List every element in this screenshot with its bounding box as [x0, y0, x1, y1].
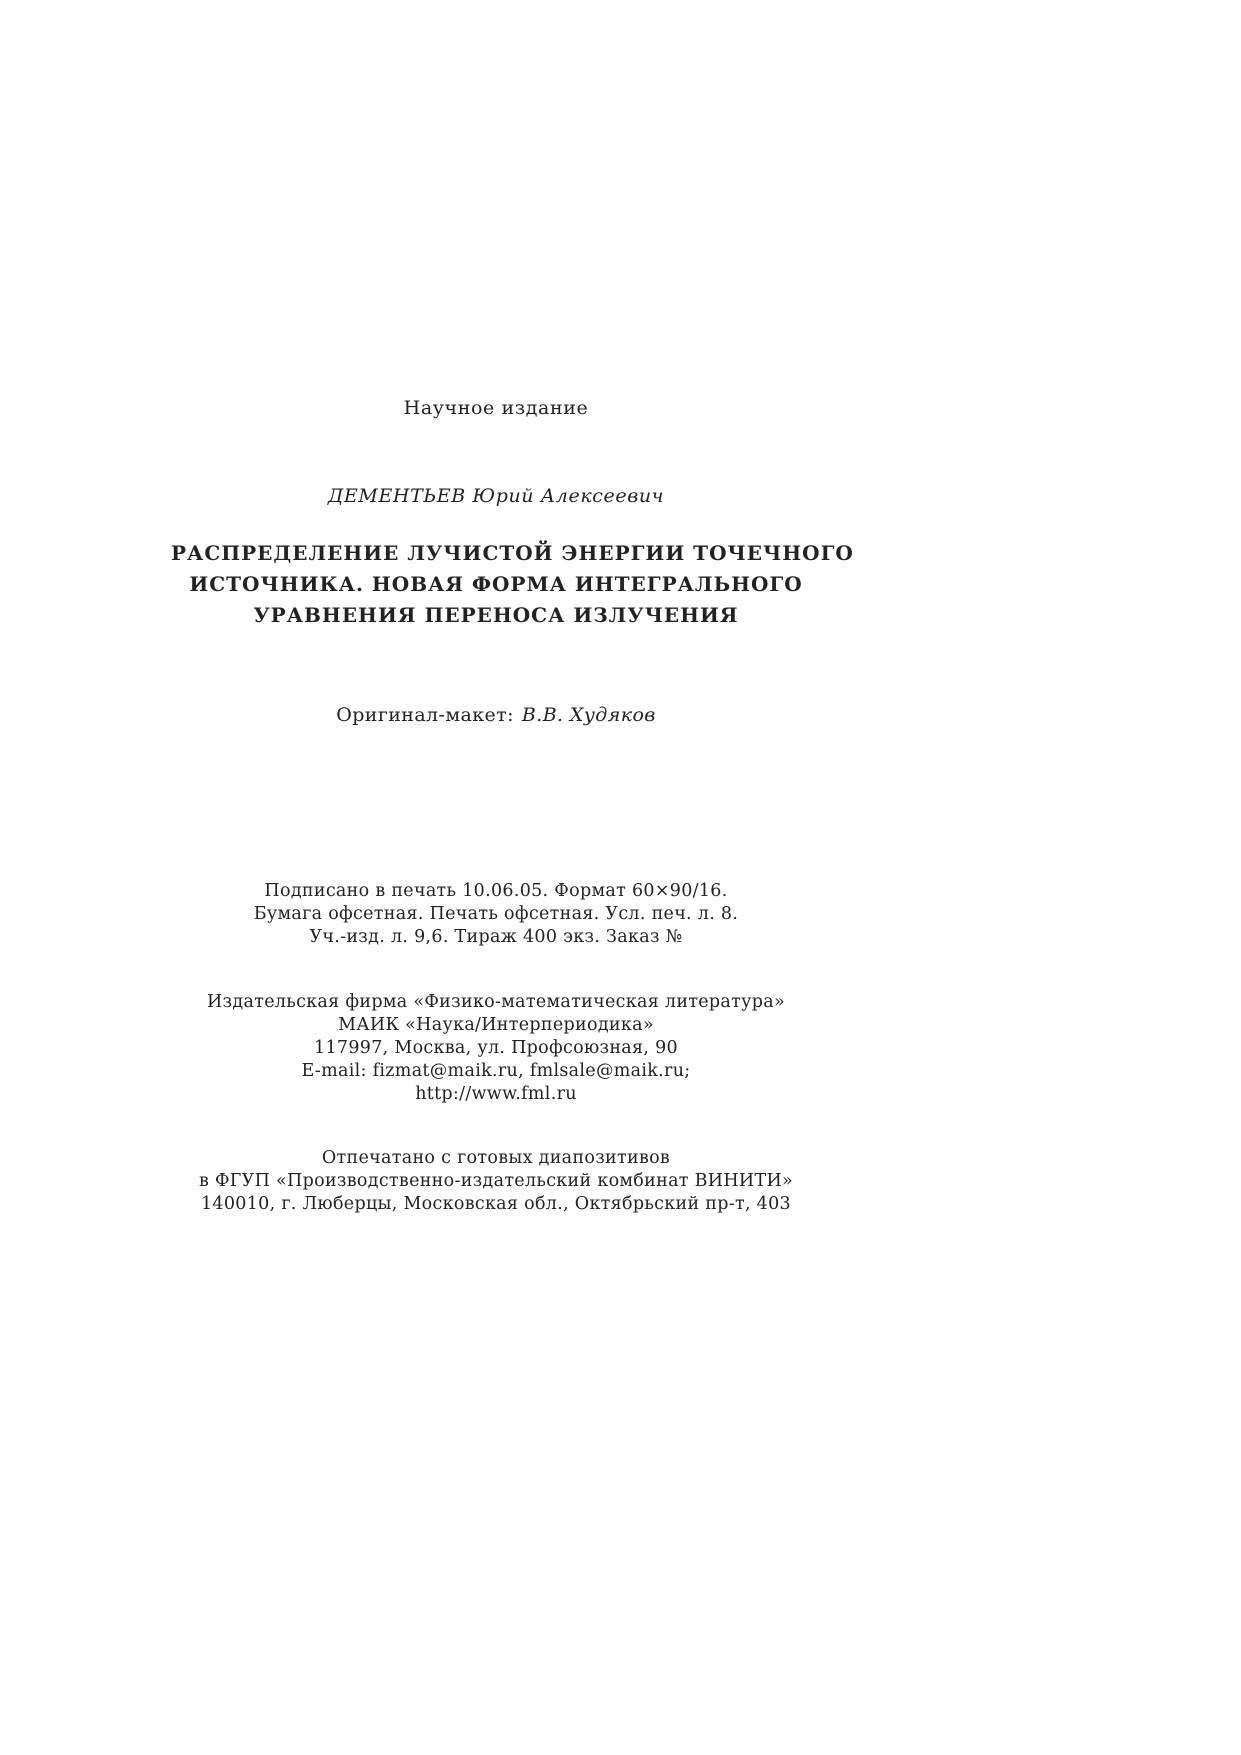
author-name: ДЕМЕНТЬЕВ Юрий Алексеевич	[327, 485, 665, 507]
print-info-line: Уч.-изд. л. 9,6. Тираж 400 экз. Заказ №	[309, 927, 683, 947]
title-line: УРАВНЕНИЯ ПЕРЕНОСА ИЗЛУЧЕНИЯ	[253, 603, 739, 627]
document-type: Научное издание	[403, 397, 589, 419]
title-line: ИСТОЧНИКА. НОВАЯ ФОРМА ИНТЕГРАЛЬНОГО	[189, 572, 803, 596]
printer-info	[171, 1147, 821, 1216]
book-title	[171, 538, 854, 631]
print-info-line: Бумага офсетная. Печать офсетная. Усл. печ. л. 8.	[253, 904, 739, 924]
layout-credit-name: В.В. Худяков	[521, 704, 656, 726]
publisher-email: E-mail: fizmat@maik.ru, fmlsale@maik.ru;	[301, 1061, 691, 1081]
printer-line: 140010, г. Люберцы, Московская обл., Октябрьский пр-т, 403	[201, 1194, 791, 1214]
layout-credit-label: Оригинал-макет:	[336, 704, 514, 726]
publisher-website: http://www.fml.ru	[415, 1084, 577, 1104]
layout-credit	[196, 704, 796, 726]
print-info	[196, 880, 796, 949]
printer-line: Отпечатано с готовых диапозитивов	[321, 1148, 671, 1168]
printer-line: в ФГУП «Производственно-издательский комбинат ВИНИТИ»	[198, 1171, 794, 1191]
publisher-line: МАИК «Наука/Интерпериодика»	[338, 1015, 654, 1035]
publisher-line: Издательская фирма «Физико-математическая литература»	[207, 992, 785, 1012]
print-info-line: Подписано в печать 10.06.05. Формат 60×90/16.	[264, 881, 728, 901]
publisher-line: 117997, Москва, ул. Профсоюзная, 90	[314, 1038, 678, 1058]
publisher-info	[196, 991, 796, 1106]
title-line: РАСПРЕДЕЛЕНИЕ ЛУЧИСТОЙ ЭНЕРГИИ ТОЧЕЧНОГО	[171, 541, 854, 565]
